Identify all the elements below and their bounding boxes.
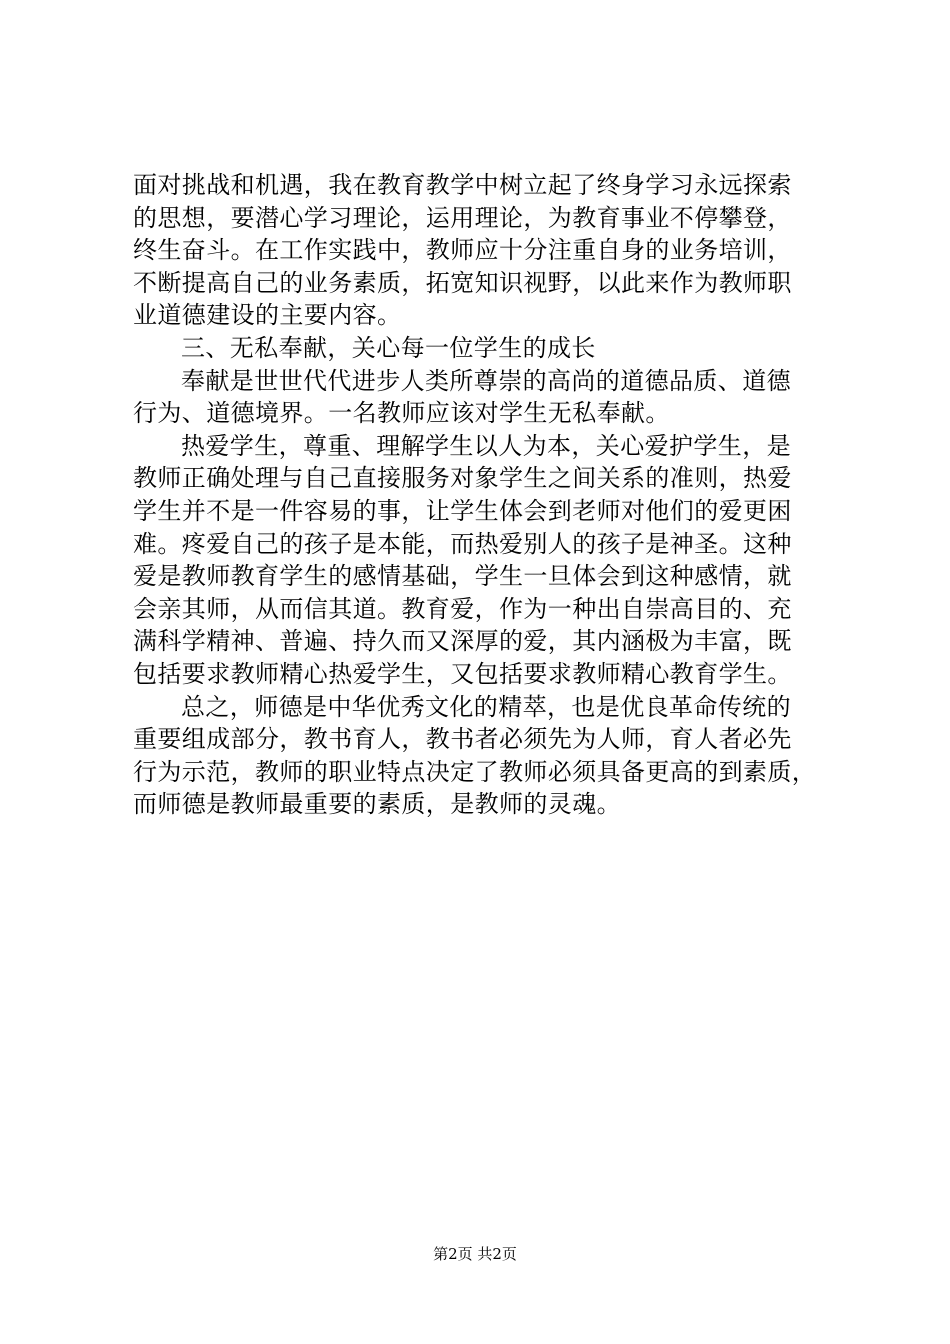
text-line: 重要组成部分，教书育人，教书者必须先为人师，育人者必先 (133, 725, 792, 754)
text-line: 不断提高自己的业务素质，拓宽知识视野，以此来作为教师职 (133, 268, 792, 297)
text-line: 终生奋斗。在工作实践中，教师应十分注重自身的业务培训， (133, 236, 792, 265)
text-line: 业道德建设的主要内容。 (133, 301, 402, 330)
document-body (133, 169, 833, 821)
page-footer (0, 1244, 950, 1264)
section-heading: 三、无私奉献，关心每一位学生的成长 (181, 333, 596, 362)
text-line: 难。疼爱自己的孩子是本能，而热爱别人的孩子是神圣。这种 (133, 529, 792, 558)
text-line: 热爱学生，尊重、理解学生以人为本，关心爱护学生，是 (181, 431, 791, 460)
text-line: 奉献是世世代代进步人类所尊崇的高尚的道德品质、道德 (181, 366, 791, 395)
text-line: 包括要求教师精心热爱学生，又包括要求教师精心教育学生。 (133, 659, 792, 688)
text-line: 而师德是教师最重要的素质，是教师的灵魂。 (133, 790, 621, 819)
text-line: 教师正确处理与自己直接服务对象学生之间关系的准则，热爱 (133, 464, 792, 493)
page-number-label: 第2页 共2页 (433, 1245, 517, 1263)
text-line: 总之，师德是中华优秀文化的精萃，也是优良革命传统的 (181, 692, 791, 721)
text-line: 会亲其师，从而信其道。教育爱，作为一种出自崇高目的、充 (133, 594, 792, 623)
text-line: 满科学精神、普遍、持久而又深厚的爱，其内涵极为丰富，既 (133, 627, 792, 656)
text-line: 行为示范，教师的职业特点决定了教师必须具备更高的到素质， (133, 757, 817, 786)
text-line: 学生并不是一件容易的事，让学生体会到老师对他们的爱更困 (133, 496, 792, 525)
text-line: 爱是教师教育学生的感情基础，学生一旦体会到这种感情，就 (133, 562, 792, 591)
text-line: 面对挑战和机遇，我在教育教学中树立起了终身学习永远探索 (133, 171, 792, 199)
text-line: 行为、道德境界。一名教师应该对学生无私奉献。 (133, 399, 670, 428)
text-line: 的思想，要潜心学习理论，运用理论，为教育事业不停攀登， (133, 203, 792, 232)
